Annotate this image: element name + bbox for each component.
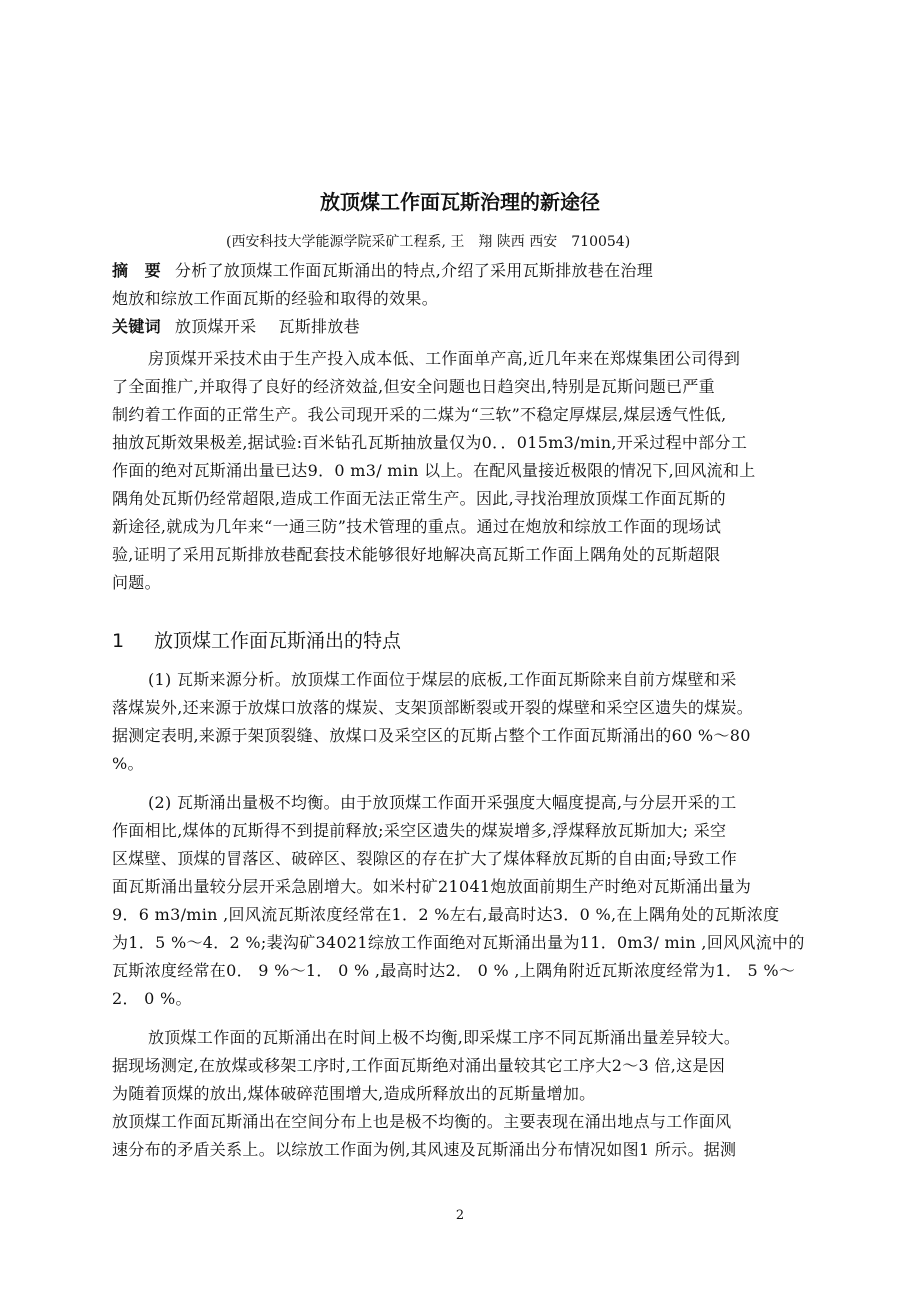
intro-line: 问题。 <box>112 573 161 592</box>
intro-line: 了全面推广,并取得了良好的经济效益,但安全问题也日趋突出,特别是瓦斯问题已严重 <box>112 377 715 396</box>
para2-line: 瓦斯浓度经常在0． 9 %～1． 0 % ,最高时达2． 0 % ,上隅角附近瓦斯浓度经常为1． 5 %～ <box>112 961 796 980</box>
paper-title: 放顶煤工作面瓦斯治理的新途径 <box>320 190 600 214</box>
page-number: 2 <box>455 1208 465 1223</box>
keyword: 瓦斯排放巷 <box>278 317 360 336</box>
para1-line: (1) 瓦斯来源分析。放顶煤工作面位于煤层的底板,工作面瓦斯除来自前方煤壁和采 <box>148 670 737 689</box>
abstract-text: 分析了放顶煤工作面瓦斯涌出的特点,介绍了采用瓦斯排放巷在治理 <box>174 261 653 280</box>
para1-line: 落煤炭外,还来源于放煤口放落的煤炭、支架顶部断裂或开裂的煤壁和采空区遗失的煤炭。 <box>112 698 754 717</box>
para3-line: 放顶煤工作面的瓦斯涌出在时间上极不均衡,即采煤工序不同瓦斯涌出量差异较大。 <box>148 1028 741 1047</box>
section-heading <box>112 626 401 653</box>
para2-line: 9．6 m3/min ,回风流瓦斯浓度经常在1．2 %左右,最高时达3．0 %,在上隅角处的瓦斯浓度 <box>112 905 780 924</box>
intro-line: 新途径,就成为几年来“一通三防”技术管理的重点。通过在炮放和综放工作面的现场试 <box>112 517 722 536</box>
author-affiliation: (西安科技大学能源学院采矿工程系, 王 翔 陕西 西安 710054) <box>226 234 631 250</box>
para4-line: 速分布的矛盾关系上。以综放工作面为例,其风速及瓦斯涌出分布情况如图1 所示。据测 <box>112 1140 737 1159</box>
para3-line: 为随着顶煤的放出,煤体破碎范围增大,造成所释放出的瓦斯量增加。 <box>112 1084 596 1103</box>
intro-line: 作面的绝对瓦斯涌出量已达9．0 m3/ min 以上。在配风量接近极限的情况下,回风流和上 <box>112 461 756 480</box>
keyword: 放顶煤开采 <box>174 317 257 336</box>
section-number: 1 <box>112 630 125 652</box>
keywords-label: 关键词 <box>112 317 161 336</box>
intro-line: 制约着工作面的正常生产。我公司现开采的二煤为“三软”不稳定厚煤层,煤层透气性低, <box>112 405 727 424</box>
intro-line: 房顶煤开采技术由于生产投入成本低、工作面单产高,近几年来在郑煤集团公司得到 <box>148 349 741 368</box>
para2-line: 2． 0 %。 <box>112 989 192 1008</box>
para1-line: 据测定表明,来源于架顶裂缝、放煤口及采空区的瓦斯占整个工作面瓦斯涌出的60 %～80 <box>112 726 751 745</box>
para1-line: %。 <box>112 754 144 773</box>
abstract-label: 摘 要 <box>112 261 161 280</box>
intro-line: 隅角处瓦斯仍经常超限,造成工作面无法正常生产。因此,寻找治理放顶煤工作面瓦斯的 <box>112 489 726 508</box>
para2-line: 为1．5 %～4．2 %;裴沟矿34021综放工作面绝对瓦斯涌出量为11．0m3/ min ,回风风流中的 <box>112 933 805 952</box>
abstract-line-2: 炮放和综放工作面瓦斯的经验和取得的效果。 <box>112 289 439 308</box>
intro-line: 验,证明了采用瓦斯排放巷配套技术能够很好地解决高瓦斯工作面上隅角处的瓦斯超限 <box>112 545 721 564</box>
abstract-line-1 <box>112 257 653 285</box>
para4-line: 放顶煤工作面瓦斯涌出在空间分布上也是极不均衡的。主要表现在涌出地点与工作面风 <box>112 1112 732 1131</box>
para2-line: (2) 瓦斯涌出量极不均衡。由于放顶煤工作面开采强度大幅度提高,与分层开采的工 <box>148 793 737 812</box>
section-title: 放顶煤工作面瓦斯涌出的特点 <box>154 630 402 652</box>
para2-line: 区煤壁、顶煤的冒落区、破碎区、裂隙区的存在扩大了煤体释放瓦斯的自由面;导致工作 <box>112 849 738 868</box>
intro-line: 抽放瓦斯效果极差,据试验:百米钻孔瓦斯抽放量仅为0．．015m3/min,开采过程中部分工 <box>112 433 748 452</box>
keywords-line <box>112 313 382 341</box>
para2-line: 作面相比,煤体的瓦斯得不到提前释放;采空区遗失的煤炭增多,浮煤释放瓦斯加大; 采空 <box>112 821 727 840</box>
para3-line: 据现场测定,在放煤或移架工序时,工作面瓦斯绝对涌出量较其它工序大2～3 倍,这是因 <box>112 1056 726 1075</box>
para2-line: 面瓦斯涌出量较分层开采急剧增大。如米村矿21041炮放面前期生产时绝对瓦斯涌出量为 <box>112 877 752 896</box>
